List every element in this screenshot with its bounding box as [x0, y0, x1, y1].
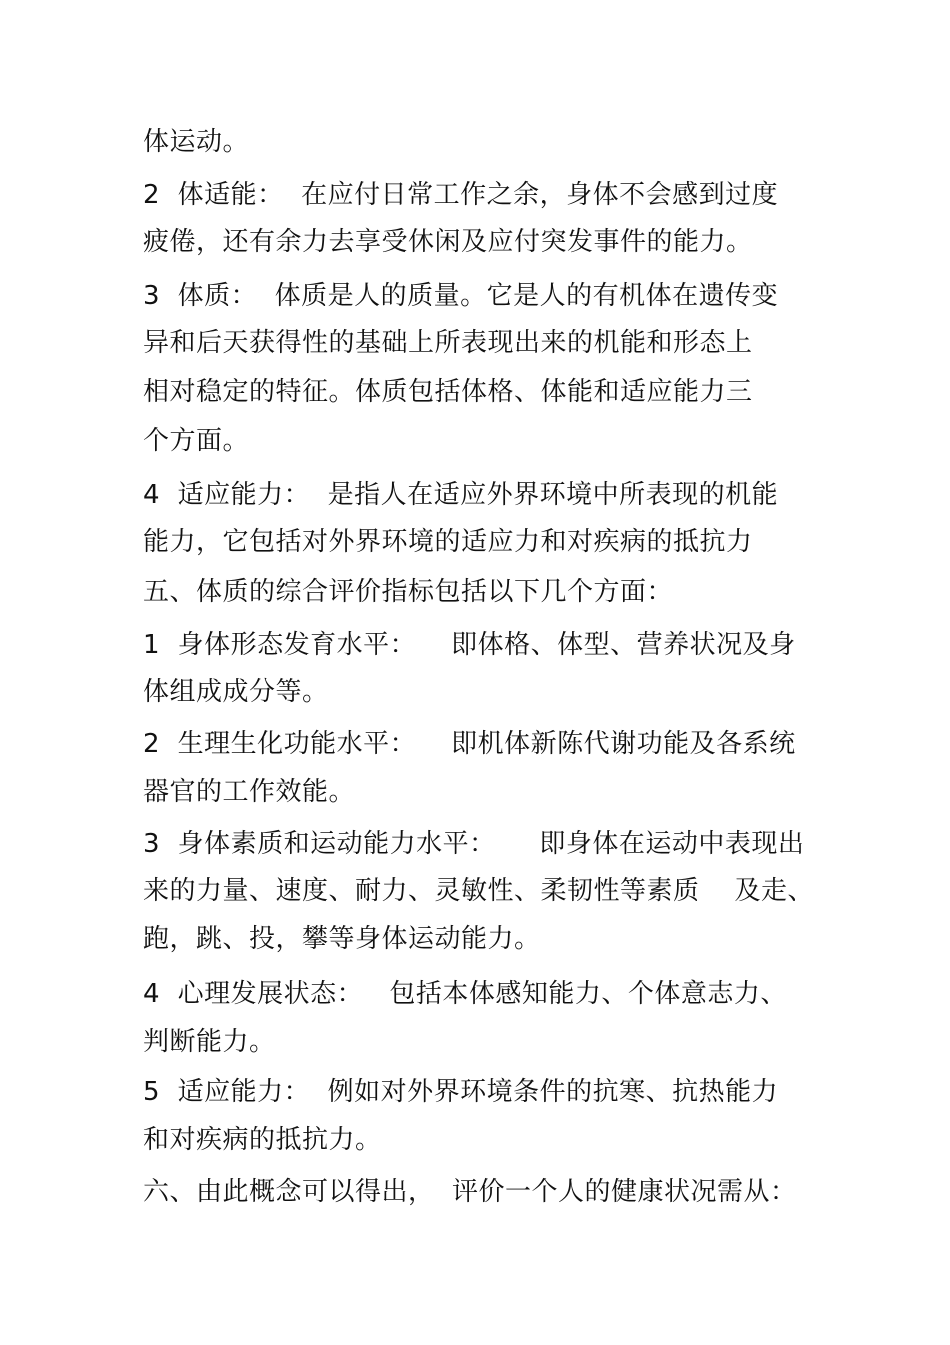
text-line: 和对疾病的抵抗力。 [143, 1125, 382, 1155]
text-line: 5 适应能力： 例如对外界环境条件的抗寒、抗热能力 [143, 1077, 779, 1107]
text-line: 2 生理生化功能水平： 即机体新陈代谢功能及各系统 [143, 729, 796, 759]
section-heading: 六、由此概念可以得出， 评价一个人的健康状况需从： [143, 1177, 797, 1207]
text-line: 1 身体形态发育水平： 即体格、体型、营养状况及身 [143, 630, 796, 660]
text-line: 3 身体素质和运动能力水平： 即身体在运动中表现出 [143, 829, 805, 859]
section-heading: 五、体质的综合评价指标包括以下几个方面： [143, 577, 674, 607]
text-line: 能力，它包括对外界环境的适应力和对疾病的抵抗力 [143, 527, 753, 557]
text-line: 跑，跳、投，攀等身体运动能力。 [143, 924, 541, 954]
text-line: 体组成成分等。 [143, 677, 329, 707]
text-line: 器官的工作效能。 [143, 777, 356, 807]
text-line: 体运动。 [143, 127, 250, 157]
text-line: 3 体质： 体质是人的质量。它是人的有机体在遗传变 [143, 281, 779, 311]
text-line: 个方面。 [143, 426, 250, 456]
text-line: 判断能力。 [143, 1027, 276, 1057]
text-line: 疲倦，还有余力去享受休闲及应付突发事件的能力。 [143, 227, 753, 257]
text-line: 4 心理发展状态： 包括本体感知能力、个体意志力、 [143, 979, 787, 1009]
text-line: 4 适应能力： 是指人在适应外界环境中所表现的机能 [143, 480, 779, 510]
text-line: 来的力量、速度、耐力、灵敏性、柔韧性等素质 及走、 [143, 876, 815, 906]
text-line: 2 体适能： 在应付日常工作之余，身体不会感到过度 [143, 180, 779, 210]
text-line: 相对稳定的特征。体质包括体格、体能和适应能力三 [143, 377, 753, 407]
text-line: 异和后天获得性的基础上所表现出来的机能和形态上 [143, 328, 753, 358]
